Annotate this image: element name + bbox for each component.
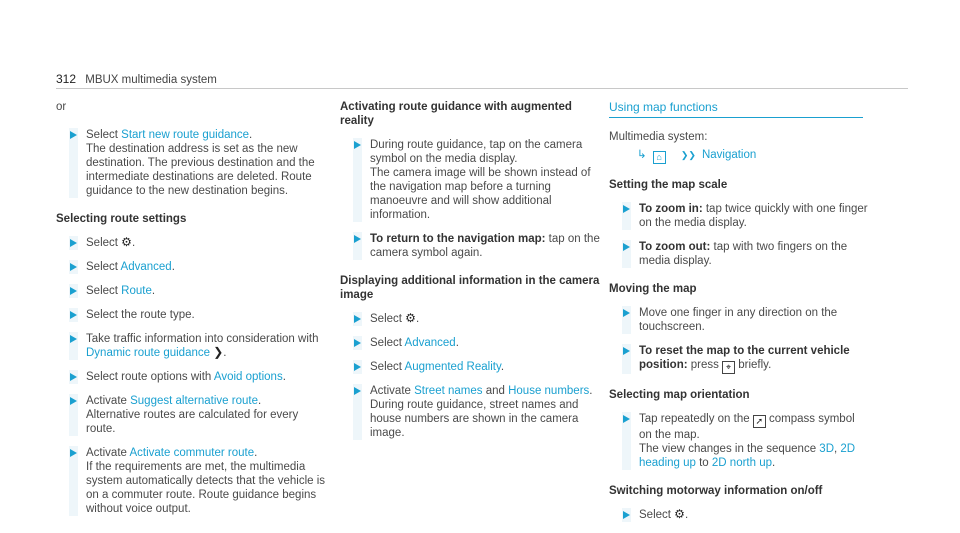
column-3 bbox=[609, 100, 869, 532]
start-new-route-link[interactable]: Start new route guidance bbox=[121, 129, 250, 141]
heading-moving-map: Moving the map bbox=[609, 283, 697, 295]
step-augmented-reality: Select Augmented Reality. bbox=[340, 360, 600, 374]
arrow-icon bbox=[354, 339, 361, 347]
arrow-icon bbox=[70, 449, 77, 457]
step-select-settings-3: Select ⚙. bbox=[609, 508, 869, 522]
step-reset-map: To reset the map to the current vehicle position: press ⌖ briefly. bbox=[609, 344, 869, 374]
section-title: Using map functions bbox=[609, 100, 869, 118]
arrow-icon bbox=[354, 387, 361, 395]
heading-motorway-info: Switching motorway information on/off bbox=[609, 485, 823, 497]
arrow-icon bbox=[70, 373, 77, 381]
step-avoid-options: Select route options with Avoid options. bbox=[56, 370, 326, 384]
compass-icon[interactable]: ➚ bbox=[753, 415, 766, 428]
advanced-link[interactable]: Advanced bbox=[120, 261, 172, 273]
arrow-icon bbox=[354, 141, 361, 149]
arrow-icon bbox=[70, 335, 77, 343]
header-title: MBUX multimedia system bbox=[85, 74, 217, 86]
step-dynamic-guidance: Take traffic information into consideration with Dynamic route guidance ❯. bbox=[56, 332, 326, 360]
target-icon[interactable]: ⌖ bbox=[722, 361, 735, 374]
arrow-icon bbox=[70, 397, 77, 405]
step-compass: Tap repeatedly on the ➚ compass symbol on the map. The view changes in the sequence 3D, 2D heading up to 2D north up. bbox=[609, 412, 869, 470]
settings-icon[interactable]: ⚙ bbox=[121, 235, 132, 249]
advanced-link[interactable]: Advanced bbox=[404, 337, 456, 349]
heading-map-orientation: Selecting map orientation bbox=[609, 389, 750, 401]
arrow-icon bbox=[623, 205, 630, 213]
step-select-settings-2: Select ⚙. bbox=[340, 312, 600, 326]
view-2d-north-up: 2D north up bbox=[711, 457, 773, 469]
arrow-icon bbox=[70, 131, 77, 139]
step-select-settings: Select ⚙. bbox=[56, 236, 326, 250]
arrow-icon bbox=[623, 347, 630, 355]
step-start-new-route: Select Start new route guidance. The destination address is set as the new destination. The previous destination and the intermediate destinations are deleted. Route guidance to the new destination begins. bbox=[56, 128, 326, 198]
chevron-right-icon[interactable]: ❯ bbox=[213, 345, 224, 359]
arrow-icon bbox=[623, 511, 630, 519]
route-link[interactable]: Route bbox=[121, 285, 152, 297]
suggest-alternative-route-link[interactable]: Suggest alternative route bbox=[130, 395, 258, 407]
step-return-to-map: To return to the navigation map: tap on the camera symbol again. bbox=[340, 232, 600, 260]
or-text: or bbox=[56, 101, 67, 113]
dynamic-route-guidance-link[interactable]: Dynamic route guidance bbox=[86, 347, 211, 359]
step-zoom-out: To zoom out: tap with two fingers on the media display. bbox=[609, 240, 869, 268]
step-route-type: Select the route type. bbox=[56, 308, 326, 322]
step-select-advanced-2: Select Advanced. bbox=[340, 336, 600, 350]
activate-commuter-route-link[interactable]: Activate commuter route bbox=[129, 447, 255, 459]
arrow-icon bbox=[354, 363, 361, 371]
augmented-reality-link[interactable]: Augmented Reality bbox=[404, 361, 501, 373]
arrow-icon bbox=[70, 239, 77, 247]
section-underline bbox=[609, 117, 863, 118]
street-names-link[interactable]: Street names bbox=[414, 385, 483, 397]
home-icon[interactable]: ⌂ bbox=[653, 151, 666, 164]
settings-icon[interactable]: ⚙ bbox=[674, 507, 685, 521]
house-numbers-link[interactable]: House numbers bbox=[508, 385, 590, 397]
heading-augmented-reality: Activating route guidance with augmented reality bbox=[340, 101, 572, 127]
column-1 bbox=[56, 100, 326, 526]
arrow-icon bbox=[354, 315, 361, 323]
step-commuter-route: Activate Activate commuter route. If the requirements are met, the multimedia system automatically detects that the vehicle is on a commuter route. Route guidance begins without voice output. bbox=[56, 446, 326, 516]
arrow-icon bbox=[623, 309, 630, 317]
arrow-icon bbox=[70, 311, 77, 319]
heading-additional-info: Displaying additional information in the camera image bbox=[340, 275, 600, 301]
navigation-path bbox=[637, 148, 869, 164]
settings-icon[interactable]: ⚙ bbox=[405, 311, 416, 325]
navigation-link[interactable]: Navigation bbox=[701, 149, 757, 161]
heading-map-scale: Setting the map scale bbox=[609, 179, 728, 191]
page-header bbox=[56, 72, 217, 87]
step-zoom-in: To zoom in: tap twice quickly with one finger on the media display. bbox=[609, 202, 869, 230]
page-number: 312 bbox=[56, 72, 77, 86]
heading-route-settings: Selecting route settings bbox=[56, 213, 187, 225]
step-select-advanced: Select Advanced. bbox=[56, 260, 326, 274]
arrow-icon bbox=[623, 243, 630, 251]
header-rule bbox=[56, 88, 908, 89]
step-move-finger: Move one finger in any direction on the touchscreen. bbox=[609, 306, 869, 334]
step-alternative-route: Activate Suggest alternative route. Alternative routes are calculated for every route. bbox=[56, 394, 326, 436]
arrow-icon bbox=[354, 235, 361, 243]
step-street-house: Activate Street names and House numbers. During route guidance, street names and house numbers are shown in the camera image. bbox=[340, 384, 600, 440]
multimedia-system-label: Multimedia system: bbox=[609, 131, 708, 143]
column-2 bbox=[340, 100, 600, 450]
step-select-route: Select Route. bbox=[56, 284, 326, 298]
arrow-icon bbox=[623, 415, 630, 423]
step-tap-camera: During route guidance, tap on the camera symbol on the media display. The camera image will be shown instead of the navigation map before a turning manoeuvre and will show additional information. bbox=[340, 138, 600, 222]
arrow-icon bbox=[70, 263, 77, 271]
view-3d: 3D bbox=[819, 443, 834, 455]
double-chevron-icon: ❯❯ bbox=[680, 150, 696, 160]
arrow-icon bbox=[70, 287, 77, 295]
avoid-options-link[interactable]: Avoid options bbox=[213, 371, 283, 383]
hook-arrow-icon: ↳ bbox=[637, 149, 647, 161]
view-2d-heading-up: 2D heading up bbox=[639, 443, 856, 469]
